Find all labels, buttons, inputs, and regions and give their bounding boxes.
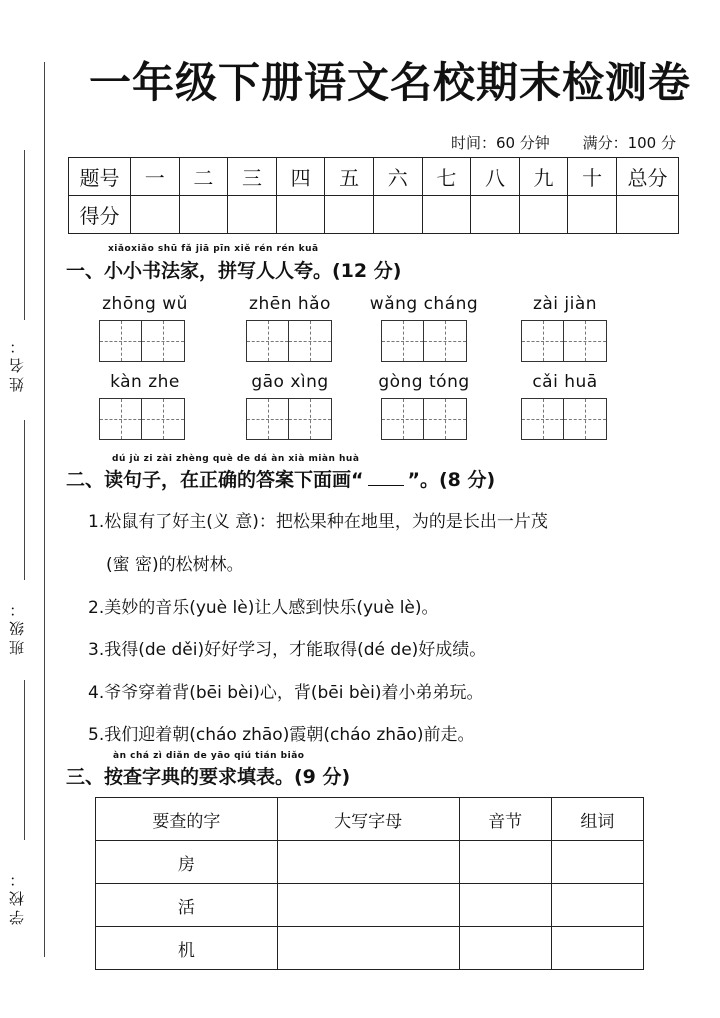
question-4: 4.爷爷穿着背(bēi bèi)心，背(bēi bèi)着小弟弟玩。 — [88, 683, 484, 703]
section3-title: 三、按查字典的要求填表。(9 分) — [66, 766, 351, 788]
score-header-cell: 八 — [471, 158, 520, 196]
answer-cell[interactable] — [551, 884, 643, 927]
pinyin-item — [85, 372, 205, 440]
pinyin-text: wǎng cháng — [369, 294, 479, 314]
class-label: 班级： — [8, 598, 26, 655]
name-label: 姓名： — [8, 335, 26, 392]
score-table — [68, 157, 679, 234]
pinyin-item — [364, 372, 484, 440]
time-limit: 时间：60 分钟 — [450, 134, 550, 152]
score-cell[interactable] — [179, 196, 228, 234]
section2-title-a: 二、读句子，在正确的答案下面画“ — [66, 469, 364, 491]
answer-cell[interactable] — [277, 841, 459, 884]
question-2: 2.美妙的音乐(yuè lè)让人感到快乐(yuè lè)。 — [88, 598, 439, 618]
dict-header: 组词 — [551, 798, 643, 841]
score-header-cell: 三 — [228, 158, 277, 196]
pinyin-text: zhēn hǎo — [249, 294, 331, 314]
score-cell[interactable] — [617, 196, 679, 234]
question-1a: 1.松鼠有了好主(义 意)：把松果种在地里，为的是长出一片茂 — [88, 512, 548, 532]
pinyin-item — [85, 294, 205, 362]
dict-char: 机 — [96, 927, 278, 970]
name-line[interactable] — [24, 150, 25, 320]
tianzi-grid[interactable] — [99, 320, 205, 362]
score-cell[interactable] — [422, 196, 471, 234]
dict-header: 大写字母 — [277, 798, 459, 841]
pinyin-text: gāo xìng — [251, 372, 329, 392]
binding-line — [44, 62, 45, 957]
tianzi-grid[interactable] — [246, 320, 350, 362]
binding-strip — [0, 0, 60, 1018]
dict-header-row — [96, 798, 644, 841]
score-cell[interactable] — [325, 196, 374, 234]
section3-pinyin: àn chá zì diǎn de yāo qiú tián biǎo — [113, 751, 305, 761]
dictionary-table — [95, 797, 644, 970]
tianzi-grid[interactable] — [99, 398, 205, 440]
score-cell[interactable] — [471, 196, 520, 234]
class-line[interactable] — [24, 420, 25, 580]
tianzi-grid[interactable] — [381, 320, 484, 362]
score-header-cell: 四 — [276, 158, 325, 196]
answer-cell[interactable] — [459, 927, 551, 970]
score-header-cell: 二 — [179, 158, 228, 196]
school-label: 学校： — [8, 868, 26, 925]
score-cell[interactable] — [568, 196, 617, 234]
score-cell[interactable] — [519, 196, 568, 234]
score-header-cell: 九 — [519, 158, 568, 196]
score-cell[interactable] — [373, 196, 422, 234]
pinyin-item — [364, 294, 484, 362]
answer-cell[interactable] — [551, 841, 643, 884]
pinyin-item — [230, 294, 350, 362]
table-row — [96, 927, 644, 970]
dict-char: 房 — [96, 841, 278, 884]
question-3: 3.我得(de děi)好好学习，才能取得(dé de)好成绩。 — [88, 640, 487, 660]
tianzi-grid[interactable] — [521, 320, 625, 362]
tianzi-grid[interactable] — [381, 398, 484, 440]
score-header-row — [69, 158, 679, 196]
pinyin-text: cǎi huā — [532, 372, 598, 392]
tianzi-grid[interactable] — [521, 398, 625, 440]
section2-title — [66, 465, 495, 492]
score-cell[interactable] — [228, 196, 277, 234]
school-line[interactable] — [24, 680, 25, 840]
answer-cell[interactable] — [459, 841, 551, 884]
score-header-cell: 七 — [422, 158, 471, 196]
full-score: 满分：100 分 — [582, 134, 676, 152]
answer-cell[interactable] — [277, 927, 459, 970]
page-title: 一年级下册语文名校期末检测卷 — [88, 58, 691, 107]
table-row — [96, 841, 644, 884]
pinyin-text: kàn zhe — [110, 372, 180, 392]
tianzi-grid[interactable] — [246, 398, 350, 440]
exam-meta — [423, 132, 676, 153]
score-row — [69, 196, 679, 234]
pinyin-item — [505, 294, 625, 362]
pinyin-item — [230, 372, 350, 440]
score-cell[interactable] — [276, 196, 325, 234]
section1-pinyin: xiǎoxiǎo shū fǎ jiā pīn xiě rén rén kuā — [108, 244, 319, 254]
score-header-cell: 六 — [373, 158, 422, 196]
score-header-cell: 五 — [325, 158, 374, 196]
question-1b: (蜜 密)的松树林。 — [106, 555, 244, 575]
pinyin-text: zài jiàn — [532, 294, 598, 314]
question-5: 5.我们迎着朝(cháo zhāo)霞朝(cháo zhāo)前走。 — [88, 725, 475, 745]
answer-cell[interactable] — [277, 884, 459, 927]
dict-char: 活 — [96, 884, 278, 927]
answer-cell[interactable] — [459, 884, 551, 927]
section1-title: 一、小小书法家，拼写人人夸。(12 分) — [66, 260, 402, 282]
section2-title-b: ”。(8 分) — [407, 469, 496, 491]
dict-header: 要查的字 — [96, 798, 278, 841]
answer-cell[interactable] — [551, 927, 643, 970]
dict-header: 音节 — [459, 798, 551, 841]
pinyin-text: gòng tóng — [378, 372, 470, 392]
underline-blank — [368, 485, 404, 486]
score-header-cell: 题号 — [69, 158, 131, 196]
score-header-cell: 一 — [131, 158, 180, 196]
score-header-cell: 十 — [568, 158, 617, 196]
section2-pinyin: dú jù zi zài zhèng què de dá àn xià miàn huà — [112, 454, 360, 464]
score-header-cell: 总分 — [617, 158, 679, 196]
pinyin-item — [505, 372, 625, 440]
score-cell[interactable] — [131, 196, 180, 234]
table-row — [96, 884, 644, 927]
pinyin-text: zhōng wǔ — [102, 294, 188, 314]
score-label: 得分 — [69, 196, 131, 234]
